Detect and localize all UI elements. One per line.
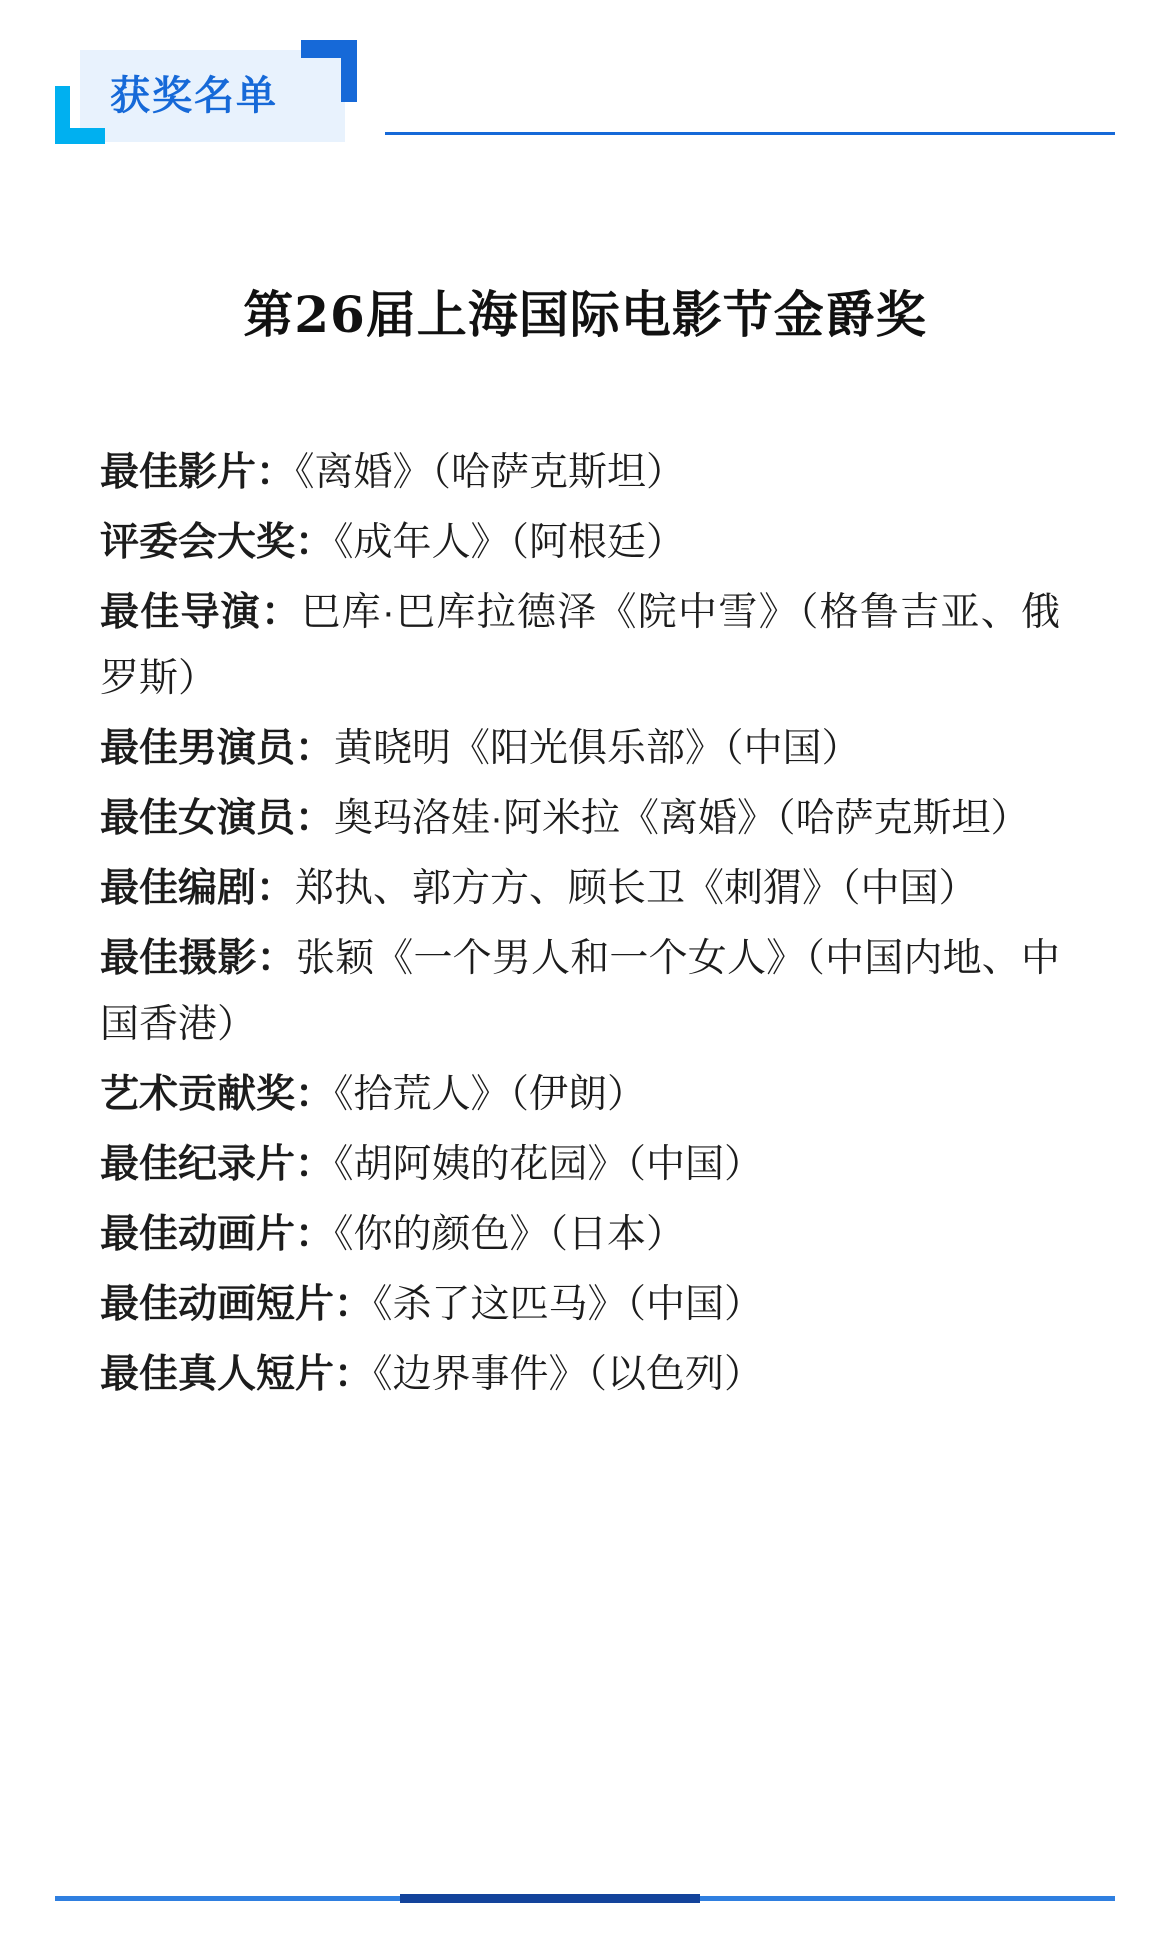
award-label: 最佳影片： bbox=[100, 451, 296, 494]
award-row bbox=[100, 786, 1060, 852]
award-value: 《你的颜色》（日本） bbox=[334, 1213, 686, 1256]
award-label: 最佳动画片： bbox=[100, 1213, 335, 1256]
award-row bbox=[100, 510, 1060, 576]
footer-bar-dark bbox=[400, 1894, 700, 1903]
award-value: 巴库·巴库拉德泽《院中雪》（格鲁吉亚、俄罗斯） bbox=[100, 591, 1060, 700]
award-label: 最佳摄影： bbox=[100, 937, 296, 980]
award-row bbox=[100, 1202, 1060, 1268]
badge-corner-bottom-left-vertical bbox=[55, 86, 70, 144]
award-label: 最佳真人短片： bbox=[100, 1353, 374, 1396]
award-value: 《杀了这匹马》（中国） bbox=[373, 1283, 764, 1326]
award-row bbox=[100, 440, 1060, 506]
award-row bbox=[100, 1272, 1060, 1338]
award-list bbox=[100, 440, 1060, 1412]
award-value: 《边界事件》（以色列） bbox=[373, 1353, 764, 1396]
badge-label: 获奖名单 bbox=[110, 74, 278, 118]
header-badge bbox=[55, 40, 365, 150]
award-value: 《离婚》（哈萨克斯坦） bbox=[295, 451, 686, 494]
award-label: 最佳动画短片： bbox=[100, 1283, 374, 1326]
award-row bbox=[100, 580, 1060, 712]
award-label: 最佳女演员： bbox=[100, 797, 335, 840]
award-value: 张颖《一个男人和一个女人》（中国内地、中国香港） bbox=[100, 937, 1060, 1046]
award-label: 最佳编剧： bbox=[100, 867, 296, 910]
award-label: 最佳纪录片： bbox=[100, 1143, 335, 1186]
page-title: 第26届上海国际电影节金爵奖 bbox=[243, 285, 927, 344]
page-footer bbox=[55, 1894, 1115, 1904]
page-header bbox=[55, 40, 1115, 150]
award-value: 《拾荒人》（伊朗） bbox=[334, 1073, 647, 1116]
award-row bbox=[100, 1062, 1060, 1128]
award-row bbox=[100, 716, 1060, 782]
award-value: 《胡阿姨的花园》（中国） bbox=[334, 1143, 764, 1186]
award-label: 评委会大奖： bbox=[100, 521, 335, 564]
header-divider-line bbox=[385, 132, 1115, 135]
award-label: 最佳导演： bbox=[100, 591, 302, 634]
award-row bbox=[100, 1132, 1060, 1198]
award-value: 郑执、郭方方、顾长卫《刺猬》（中国） bbox=[295, 867, 978, 910]
badge-corner-top-right-vertical bbox=[341, 40, 357, 102]
award-row bbox=[100, 1342, 1060, 1408]
award-row bbox=[100, 856, 1060, 922]
award-row bbox=[100, 926, 1060, 1058]
award-value: 奥玛洛娃·阿米拉《离婚》（哈萨克斯坦） bbox=[334, 797, 1030, 840]
award-label: 艺术贡献奖： bbox=[100, 1073, 335, 1116]
award-label: 最佳男演员： bbox=[100, 727, 335, 770]
award-value: 黄晓明《阳光俱乐部》（中国） bbox=[334, 727, 861, 770]
award-value: 《成年人》（阿根廷） bbox=[334, 521, 686, 564]
